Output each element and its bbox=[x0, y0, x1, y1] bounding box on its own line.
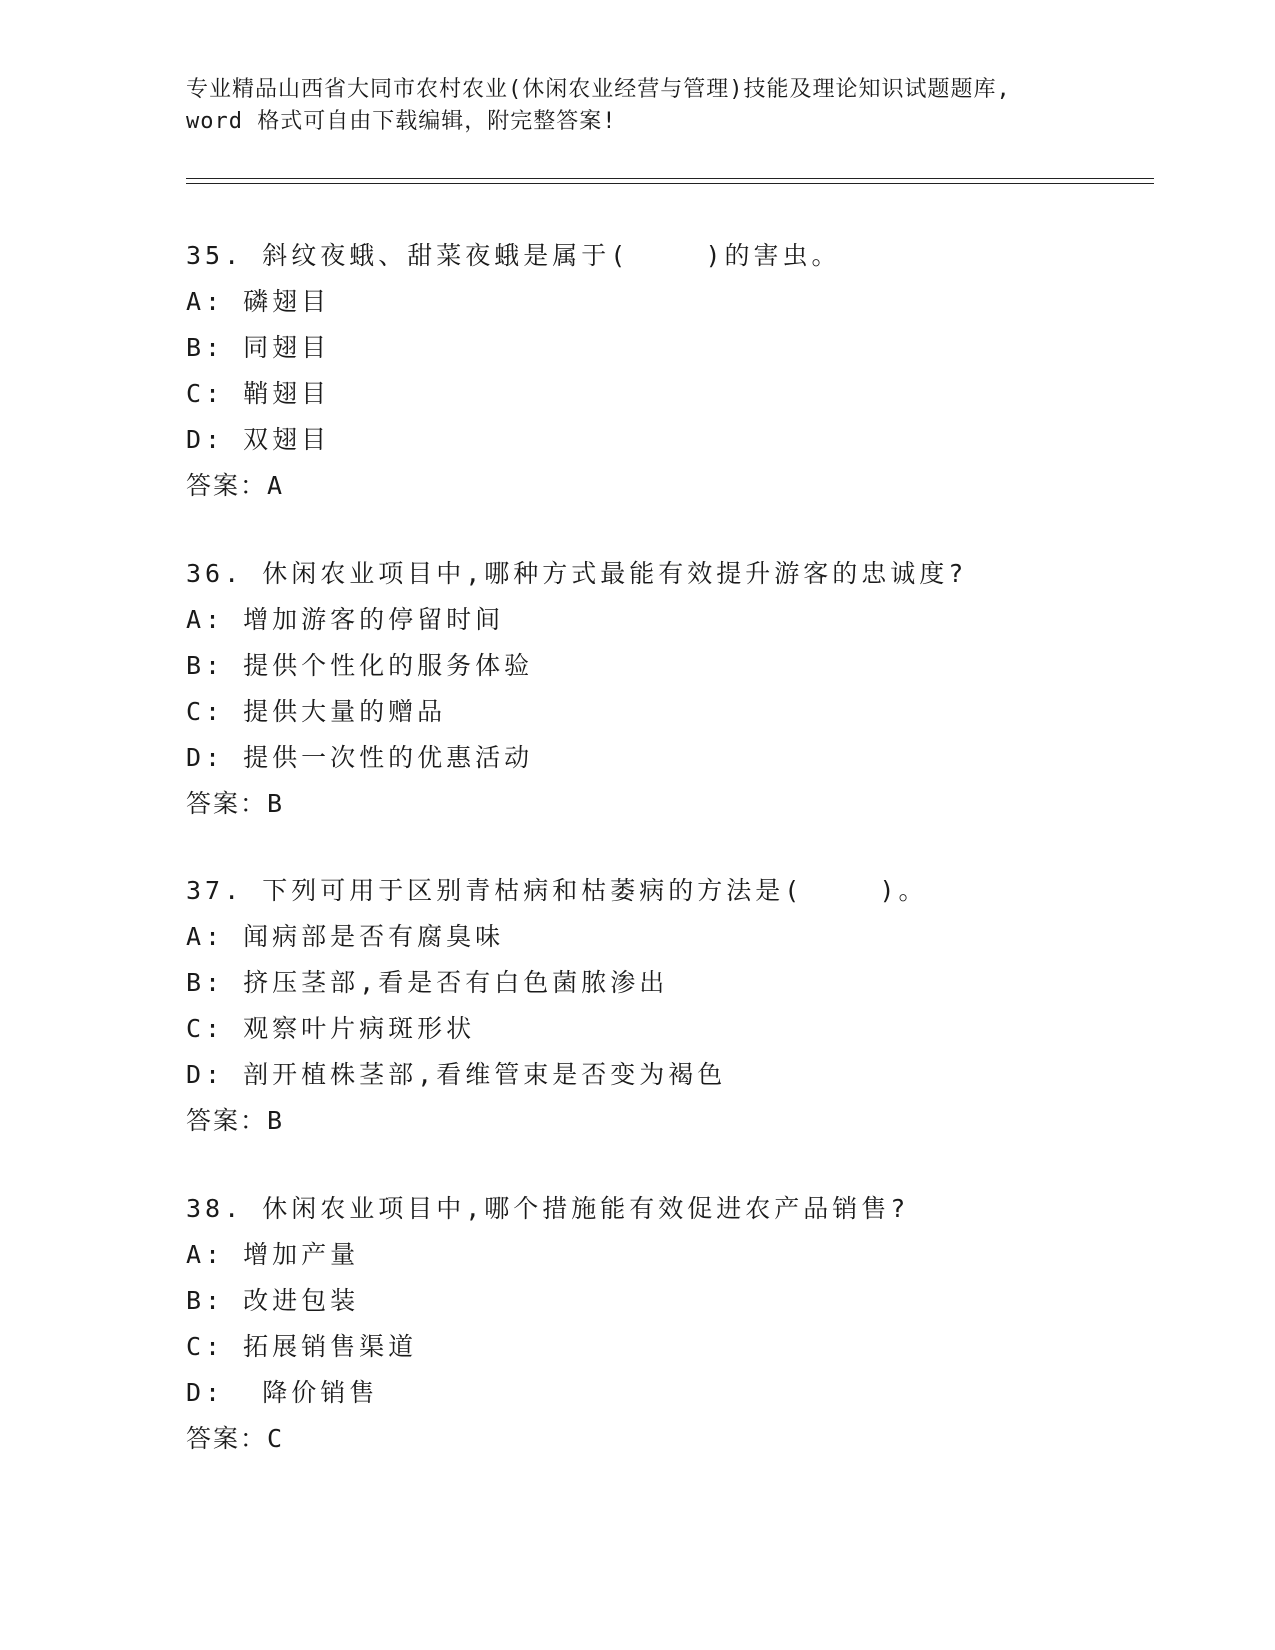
option-c: C: 提供大量的赠品 bbox=[186, 697, 447, 726]
header-divider-bottom bbox=[186, 183, 1154, 184]
header-line-2: word 格式可自由下载编辑，附完整答案! bbox=[186, 109, 617, 134]
option-d: D: 降价销售 bbox=[186, 1378, 379, 1407]
answer-value: C bbox=[267, 1424, 285, 1453]
option-a: A: 增加游客的停留时间 bbox=[186, 605, 505, 634]
option-d: D: 双翅目 bbox=[186, 425, 331, 454]
option-a: A: 闻病部是否有腐臭味 bbox=[186, 922, 505, 951]
answer bbox=[186, 781, 1186, 827]
answer bbox=[186, 1416, 1186, 1462]
question-35 bbox=[186, 233, 1186, 509]
answer-label: 答案： bbox=[186, 1106, 268, 1135]
answer-label: 答案： bbox=[186, 471, 268, 500]
question-stem: 37. 下列可用于区别青枯病和枯萎病的方法是( )。 bbox=[186, 876, 928, 905]
question-38 bbox=[186, 1186, 1186, 1462]
option-a: A: 增加产量 bbox=[186, 1240, 360, 1269]
option-c: C: 鞘翅目 bbox=[186, 379, 331, 408]
header-line-1: 专业精品山西省大同市农村农业(休闲农业经营与管理)技能及理论知识试题题库, bbox=[186, 77, 1011, 102]
option-b: B: 提供个性化的服务体验 bbox=[186, 651, 534, 680]
option-b: B: 同翅目 bbox=[186, 333, 331, 362]
question-stem: 38. 休闲农业项目中,哪个措施能有效促进农产品销售? bbox=[186, 1194, 910, 1223]
answer-label: 答案： bbox=[186, 1424, 268, 1453]
answer-value: B bbox=[267, 1106, 285, 1135]
question-37 bbox=[186, 868, 1186, 1144]
option-c: C: 观察叶片病斑形状 bbox=[186, 1014, 476, 1043]
answer-value: A bbox=[267, 471, 285, 500]
option-d: D: 剖开植株茎部,看维管束是否变为褐色 bbox=[186, 1060, 727, 1089]
question-stem: 36. 休闲农业项目中,哪种方式最能有效提升游客的忠诚度? bbox=[186, 559, 968, 588]
answer-value: B bbox=[267, 789, 285, 818]
answer-label: 答案： bbox=[186, 789, 268, 818]
option-b: B: 挤压茎部,看是否有白色菌脓渗出 bbox=[186, 968, 669, 997]
question-stem: 35. 斜纹夜蛾、甜菜夜蛾是属于( )的害虫。 bbox=[186, 241, 841, 270]
option-b: B: 改进包装 bbox=[186, 1286, 360, 1315]
header-divider-top bbox=[186, 178, 1154, 179]
option-d: D: 提供一次性的优惠活动 bbox=[186, 743, 534, 772]
document-header bbox=[186, 74, 1086, 138]
answer bbox=[186, 463, 1186, 509]
option-a: A: 磷翅目 bbox=[186, 287, 331, 316]
answer bbox=[186, 1098, 1186, 1144]
question-36 bbox=[186, 551, 1186, 827]
option-c: C: 拓展销售渠道 bbox=[186, 1332, 418, 1361]
